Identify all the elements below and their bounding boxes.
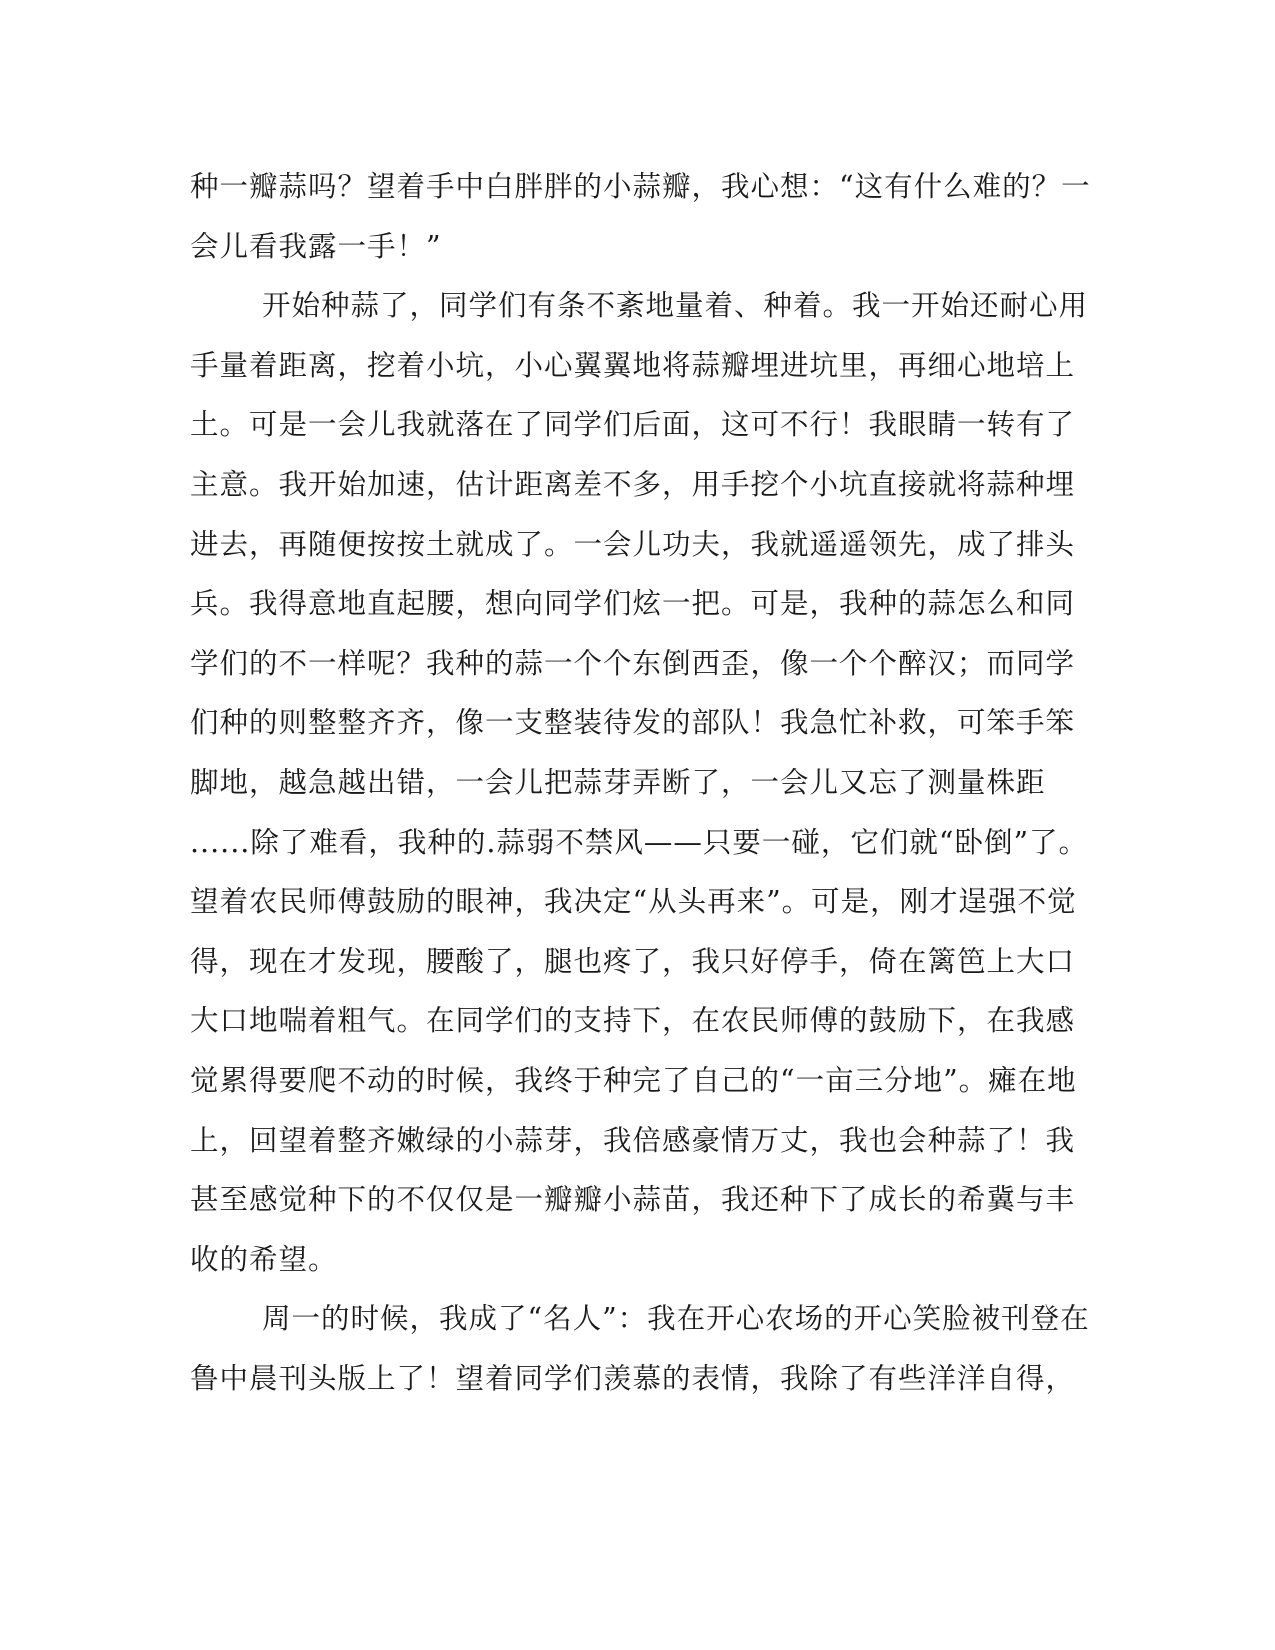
text-line: 学们的不一样呢？我种的蒜一个个东倒西歪，像一个个醉汉；而同学 — [190, 646, 1076, 680]
text-line: 甚至感觉种下的不仅仅是一瓣瓣小蒜苗，我还种下了成长的希冀与丰 — [190, 1183, 1076, 1217]
body-text — [190, 157, 1090, 1408]
text-line: 望着农民师傅鼓励的眼神，我决定“从头再来”。可是，刚才逞强不觉 — [190, 885, 1077, 919]
text-line: 得，现在才发现，腰酸了，腿也疼了，我只好停手，倚在篱笆上大口 — [190, 944, 1076, 978]
paragraph-start-line: 开始种蒜了，同学们有条不紊地量着、种着。我一开始还耐心用 — [262, 289, 1089, 323]
text-line: 脚地，越急越出错，一会儿把蒜芽弄断了，一会儿又忘了测量株距 — [190, 765, 1046, 799]
text-line: 土。可是一会儿我就落在了同学们后面，这可不行！我眼睛一转有了 — [190, 408, 1076, 442]
text-line: 进去，再随便按按土就成了。一会儿功夫，我就遥遥领先，成了排头 — [190, 527, 1076, 561]
text-line: 兵。我得意地直起腰，想向同学们炫一把。可是，我种的蒜怎么和同 — [190, 587, 1076, 621]
text-line: 手量着距离，挖着小坑，小心翼翼地将蒜瓣埋进坑里，再细心地培上 — [190, 348, 1076, 382]
text-line: 会儿看我露一手！” — [190, 229, 442, 263]
text-line: 主意。我开始加速，估计距离差不多，用手挖个小坑直接就将蒜种埋 — [190, 467, 1076, 501]
text-line: 上，回望着整齐嫩绿的小蒜芽，我倍感豪情万丈，我也会种蒜了！我 — [190, 1123, 1076, 1157]
text-line: 收的希望。 — [190, 1242, 338, 1276]
paragraph-start-line: 周一的时候，我成了“名人”：我在开心农场的开心笑脸被刊登在 — [262, 1302, 1090, 1336]
text-line: 种一瓣蒜吗？望着手中白胖胖的小蒜瓣，我心想：“这有什么难的？一 — [190, 170, 1091, 203]
text-line: ......除了难看，我种的.蒜弱不禁风——只要一碰，它们就“卧倒”了。 — [190, 825, 1089, 859]
text-line: 觉累得要爬不动的时候，我终于种完了自己的“一亩三分地”。瘫在地 — [190, 1063, 1077, 1097]
text-line: 们种的则整整齐齐，像一支整装待发的部队！我急忙补救，可笨手笨 — [190, 706, 1076, 740]
text-line: 鲁中晨刊头版上了！望着同学们羡慕的表情，我除了有些洋洋自得， — [190, 1361, 1076, 1395]
text-line: 大口地喘着粗气。在同学们的支持下，在农民师傅的鼓励下，在我感 — [190, 1004, 1076, 1038]
